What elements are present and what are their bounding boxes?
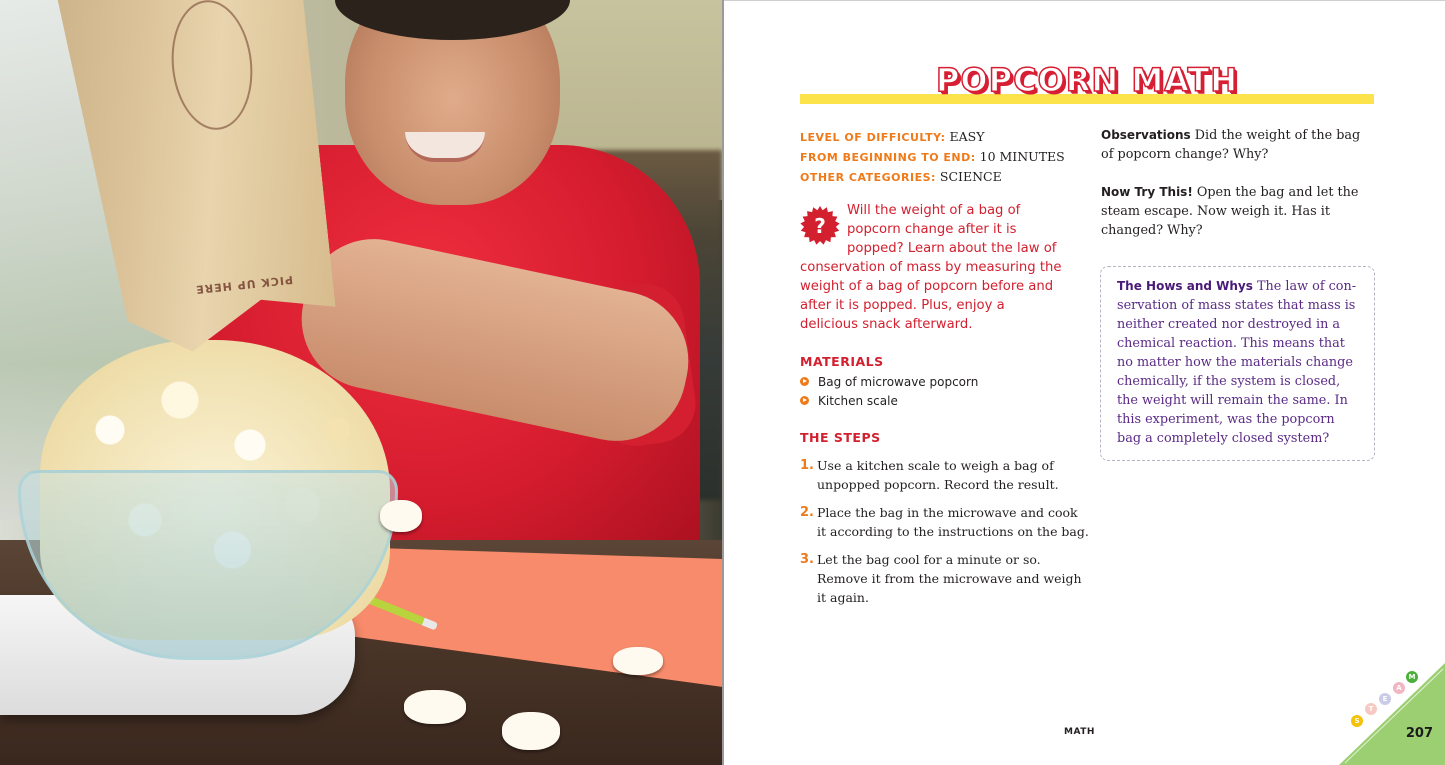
list-item — [800, 372, 978, 391]
step-item — [800, 550, 1090, 607]
now-try-lead: Now Try This! — [1101, 185, 1193, 199]
corner-triangle-icon — [1339, 663, 1445, 765]
list-item — [800, 391, 978, 410]
page-title: POPCORN MATH — [935, 61, 1239, 99]
step-text: Let the bag cool for a minute or so. Remove it from the microwave and weigh it again. — [817, 552, 1082, 605]
step-item — [800, 456, 1090, 494]
text-page — [724, 0, 1445, 765]
right-column — [1101, 126, 1376, 259]
observations-paragraph — [1101, 126, 1376, 164]
steps-heading: THE STEPS — [800, 430, 881, 445]
activity-meta — [800, 127, 1065, 187]
steam-e-icon: E — [1379, 693, 1391, 705]
hows-whys-text: The law of con-servation of mass states that mass is neither created nor destroyed in a chemical reaction. This means that no matter how the materials change chemically, if the system is closed, the weight will remain the same. In this experiment, was the popcorn bag a completely closed system? — [1117, 279, 1357, 446]
intro-paragraph — [800, 201, 1062, 334]
meta-value: EASY — [949, 129, 985, 144]
svg-text:?: ? — [814, 214, 826, 238]
steam-s-icon: S — [1351, 715, 1363, 727]
step-item — [800, 503, 1090, 541]
material-text: Bag of microwave popcorn — [818, 374, 979, 389]
meta-value: 10 MINUTES — [979, 149, 1065, 164]
steam-m-icon: M — [1406, 671, 1418, 683]
intro-text: Will the weight of a bag of popcorn change after it is popped? Learn about the law of conservation of mass by measuring the weight of a bag of popcorn before and after it is popped. Plus, enjoy a delicious snack afterward. — [800, 203, 1062, 332]
page-corner — [1339, 663, 1445, 765]
question-badge-icon — [800, 206, 840, 246]
steam-a-icon: A — [1393, 682, 1405, 694]
arrow-bullet-icon — [800, 396, 809, 405]
steps-list — [800, 456, 1090, 616]
meta-label: FROM BEGINNING TO END: — [800, 151, 976, 164]
meta-value: SCIENCE — [939, 169, 1002, 184]
title-block — [800, 61, 1374, 105]
materials-list — [800, 372, 978, 410]
meta-categories — [800, 167, 1065, 187]
step-number: 3. — [800, 552, 814, 567]
step-text: Use a kitchen scale to weigh a bag of unpopped popcorn. Record the result. — [817, 458, 1059, 492]
page-number: 207 — [1405, 726, 1433, 741]
now-try-paragraph — [1101, 183, 1376, 240]
arrow-bullet-icon — [800, 377, 809, 386]
step-text: Place the bag in the microwave and cook it according to the instructions on the bag. — [817, 505, 1089, 539]
observations-lead: Observations — [1101, 128, 1191, 142]
step-number: 2. — [800, 505, 814, 520]
material-text: Kitchen scale — [818, 393, 898, 408]
meta-duration — [800, 147, 1065, 167]
hows-and-whys-box — [1100, 266, 1375, 461]
meta-difficulty — [800, 127, 1065, 147]
meta-label: OTHER CATEGORIES: — [800, 171, 936, 184]
materials-heading: MATERIALS — [800, 354, 884, 369]
popcorn-photo — [0, 0, 722, 765]
now-try-text: Open the bag and let the steam escape. Now weigh it. Has it changed? Why? — [1101, 185, 1359, 238]
popcorn-kernel — [404, 690, 466, 724]
popcorn-kernel — [380, 500, 422, 532]
popcorn-kernel — [502, 712, 560, 750]
footer-section-label: MATH — [1064, 727, 1095, 737]
steam-t-icon: T — [1365, 703, 1377, 715]
bag-text: PICK UP HERE — [194, 272, 294, 297]
hows-whys-lead: The Hows and Whys — [1117, 279, 1253, 293]
meta-label: LEVEL OF DIFFICULTY: — [800, 131, 946, 144]
observations-text: Did the weight of the bag of popcorn change? Why? — [1101, 128, 1361, 162]
step-number: 1. — [800, 458, 814, 473]
popcorn-kernel — [613, 647, 663, 675]
